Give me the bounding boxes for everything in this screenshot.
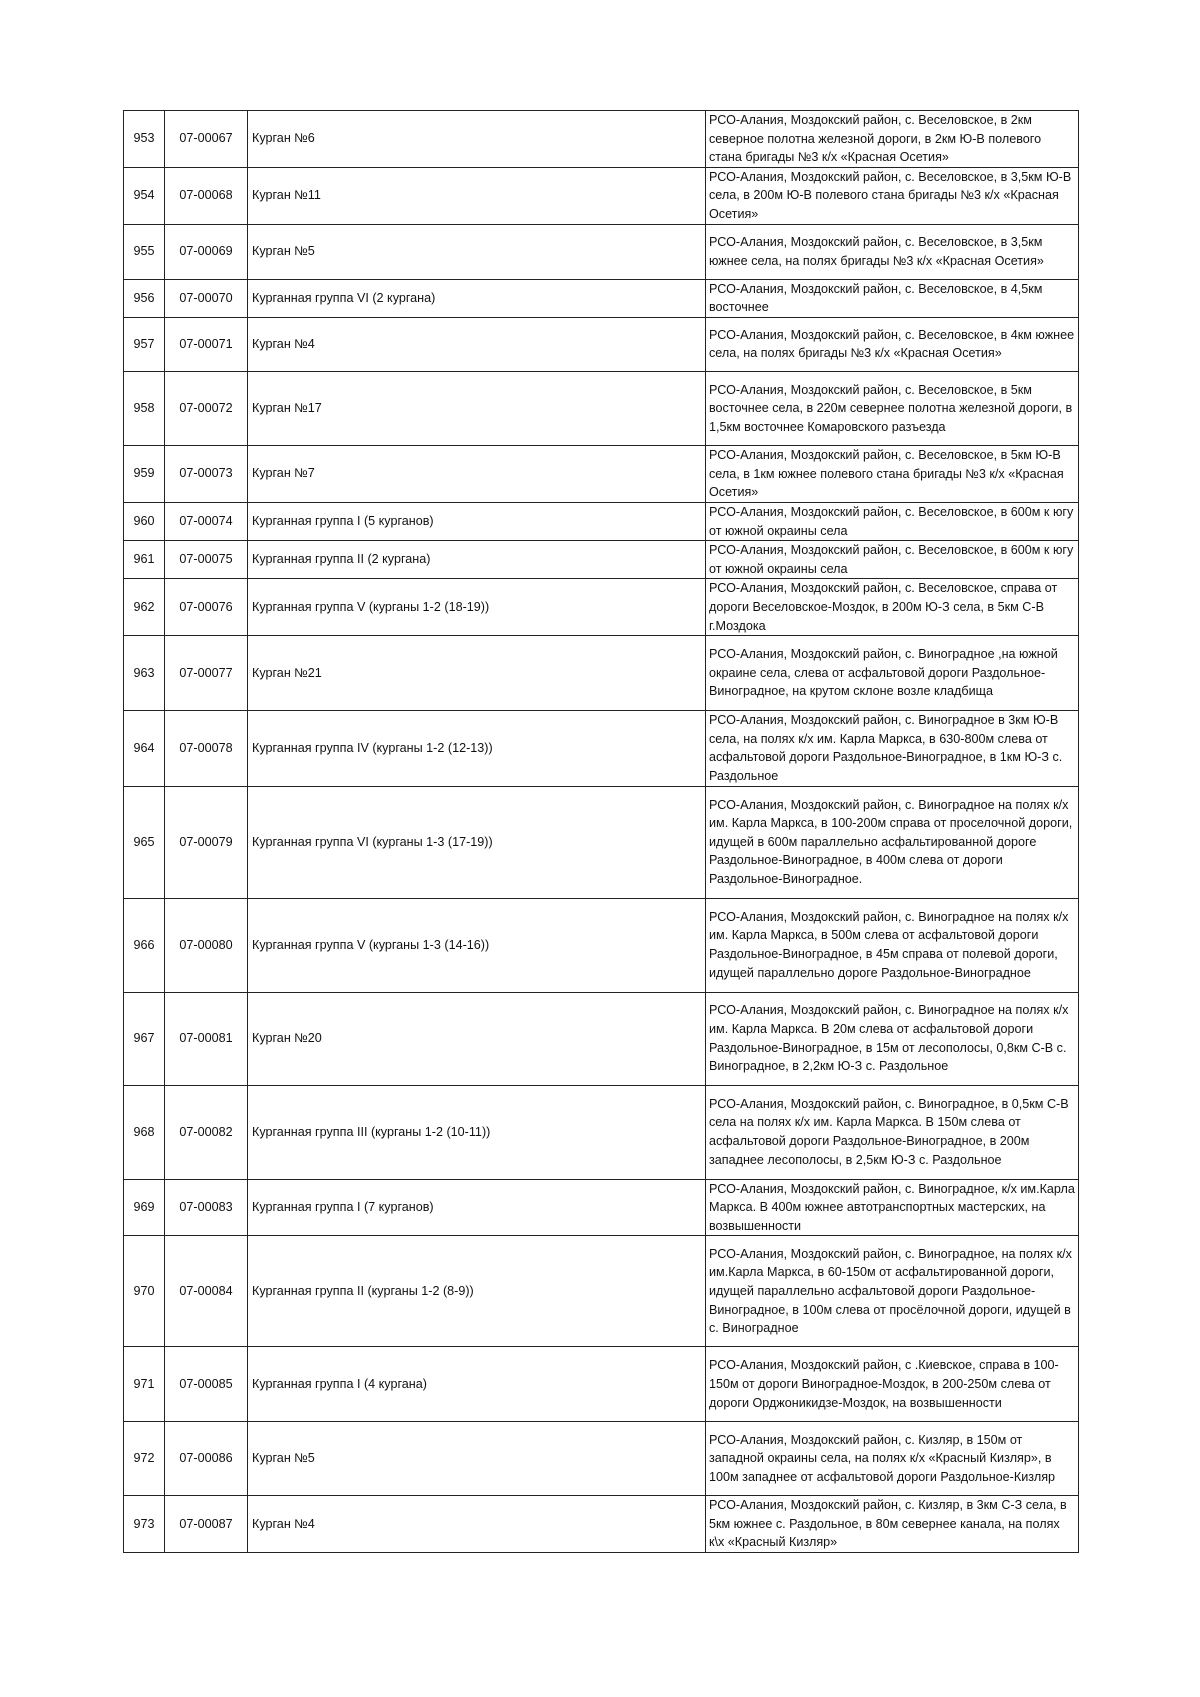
registry-code-cell: 07-00083 xyxy=(165,1179,248,1236)
row-number-cell: 954 xyxy=(124,167,165,224)
location-cell: РСО-Алания, Моздокский район, с. Веселовское, в 5км Ю-В села, в 1км южнее полевого стана бригады №3 к/х «Красная Осетия» xyxy=(706,445,1079,502)
row-number-cell: 957 xyxy=(124,317,165,371)
monument-name-cell: Курганная группа VI (2 кургана) xyxy=(248,279,706,317)
table-row xyxy=(124,1422,1079,1496)
table-row xyxy=(124,1496,1079,1553)
monument-name-cell: Курган №11 xyxy=(248,167,706,224)
row-number-cell: 961 xyxy=(124,541,165,579)
row-number-cell: 972 xyxy=(124,1422,165,1496)
table-row xyxy=(124,711,1079,786)
monument-name-cell: Курганная группа I (4 кургана) xyxy=(248,1347,706,1422)
row-number-cell: 962 xyxy=(124,579,165,636)
row-number-cell: 956 xyxy=(124,279,165,317)
monument-name-cell: Курганная группа IV (курганы 1-2 (12-13)) xyxy=(248,711,706,786)
monument-name-cell: Курганная группа III (курганы 1-2 (10-11)) xyxy=(248,1085,706,1179)
monument-name-cell: Курган №20 xyxy=(248,992,706,1085)
registry-code-cell: 07-00070 xyxy=(165,279,248,317)
registry-code-cell: 07-00085 xyxy=(165,1347,248,1422)
registry-code-cell: 07-00082 xyxy=(165,1085,248,1179)
monument-name-cell: Курганная группа VI (курганы 1-3 (17-19)) xyxy=(248,786,706,898)
registry-code-cell: 07-00080 xyxy=(165,898,248,992)
registry-code-cell: 07-00067 xyxy=(165,111,248,168)
table-row xyxy=(124,579,1079,636)
row-number-cell: 960 xyxy=(124,502,165,540)
monument-name-cell: Курган №21 xyxy=(248,636,706,711)
row-number-cell: 953 xyxy=(124,111,165,168)
table-row xyxy=(124,371,1079,445)
row-number-cell: 966 xyxy=(124,898,165,992)
location-cell: РСО-Алания, Моздокский район, с. Виноградное на полях к/х им. Карла Маркса. В 20м слева от асфальтовой дороги Раздольное-Виноградное, в 15м от лесополосы, 0,8км С-В с. Виноградное, в 2,2км Ю-З с. Раздольное xyxy=(706,992,1079,1085)
registry-code-cell: 07-00076 xyxy=(165,579,248,636)
registry-code-cell: 07-00079 xyxy=(165,786,248,898)
table-row xyxy=(124,992,1079,1085)
location-cell: РСО-Алания, Моздокский район, с. Виноградное на полях к/х им. Карла Маркса, в 500м слева от асфальтовой дороги Раздольное-Виноградное, в 45м справа от полевой дороги, идущей параллельно дороге Раздольное-Виноградное xyxy=(706,898,1079,992)
table-row xyxy=(124,502,1079,540)
row-number-cell: 973 xyxy=(124,1496,165,1553)
table-row xyxy=(124,1085,1079,1179)
location-cell: РСО-Алания, Моздокский район, с. Виноградное, к/х им.Карла Маркса. В 400м южнее автотранспортных мастерских, на возвышенности xyxy=(706,1179,1079,1236)
registry-code-cell: 07-00069 xyxy=(165,224,248,279)
monument-name-cell: Курганная группа II (курганы 1-2 (8-9)) xyxy=(248,1236,706,1347)
table-row xyxy=(124,1236,1079,1347)
location-cell: РСО-Алания, Моздокский район, с. Веселовское, в 3,5км южнее села, на полях бригады №3 к/х «Красная Осетия» xyxy=(706,224,1079,279)
location-cell: РСО-Алания, Моздокский район, с. Веселовское, в 3,5км Ю-В села, в 200м Ю-В полевого стана бригады №3 к/х «Красная Осетия» xyxy=(706,167,1079,224)
registry-code-cell: 07-00074 xyxy=(165,502,248,540)
row-number-cell: 968 xyxy=(124,1085,165,1179)
location-cell: РСО-Алания, Моздокский район, с. Виноградное ,на южной окраине села, слева от асфальтовой дороги Раздольное-Виноградное, на крутом склоне возле кладбища xyxy=(706,636,1079,711)
table-row xyxy=(124,1179,1079,1236)
location-cell: РСО-Алания, Моздокский район, с. Веселовское, в 4км южнее села, на полях бригады №3 к/х «Красная Осетия» xyxy=(706,317,1079,371)
location-cell: РСО-Алания, Моздокский район, с. Веселовское, в 4,5км восточнее xyxy=(706,279,1079,317)
registry-code-cell: 07-00077 xyxy=(165,636,248,711)
registry-code-cell: 07-00075 xyxy=(165,541,248,579)
table-row xyxy=(124,224,1079,279)
location-cell: РСО-Алания, Моздокский район, с. Кизляр, в 3км С-З села, в 5км южнее с. Раздольное, в 80м севернее канала, на полях к\х «Красный Кизляр» xyxy=(706,1496,1079,1553)
registry-code-cell: 07-00068 xyxy=(165,167,248,224)
table-row xyxy=(124,317,1079,371)
monument-name-cell: Курганная группа V (курганы 1-3 (14-16)) xyxy=(248,898,706,992)
monuments-table-page xyxy=(123,110,1079,1553)
row-number-cell: 959 xyxy=(124,445,165,502)
registry-code-cell: 07-00086 xyxy=(165,1422,248,1496)
registry-code-cell: 07-00073 xyxy=(165,445,248,502)
location-cell: РСО-Алания, Моздокский район, с .Киевское, справа в 100-150м от дороги Виноградное-Моздок, в 200-250м слева от дороги Орджоникидзе-Моздок, на возвышенности xyxy=(706,1347,1079,1422)
location-cell: РСО-Алания, Моздокский район, с. Виноградное, на полях к/х им.Карла Маркса, в 60-150м от асфальтированной дороги, идущей параллельно асфальтовой дороги Раздольное-Виноградное, в 100м слева от просёлочной дороги, идущей в с. Виноградное xyxy=(706,1236,1079,1347)
monument-name-cell: Курганная группа II (2 кургана) xyxy=(248,541,706,579)
monument-name-cell: Курган №5 xyxy=(248,1422,706,1496)
location-cell: РСО-Алания, Моздокский район, с. Веселовское, в 5км восточнее села, в 220м севернее полотна железной дороги, в 1,5км восточнее Комаровского разъезда xyxy=(706,371,1079,445)
table-row xyxy=(124,898,1079,992)
row-number-cell: 964 xyxy=(124,711,165,786)
row-number-cell: 967 xyxy=(124,992,165,1085)
monuments-table xyxy=(123,110,1079,1553)
monument-name-cell: Курганная группа V (курганы 1-2 (18-19)) xyxy=(248,579,706,636)
registry-code-cell: 07-00071 xyxy=(165,317,248,371)
monument-name-cell: Курган №4 xyxy=(248,1496,706,1553)
table-row xyxy=(124,636,1079,711)
location-cell: РСО-Алания, Моздокский район, с. Виноградное в 3км Ю-В села, на полях к/х им. Карла Маркса, в 630-800м слева от асфальтовой дороги Раздольное-Виноградное, в 1км Ю-З с. Раздольное xyxy=(706,711,1079,786)
monument-name-cell: Курганная группа I (7 курганов) xyxy=(248,1179,706,1236)
table-row xyxy=(124,279,1079,317)
table-row xyxy=(124,1347,1079,1422)
monument-name-cell: Курган №5 xyxy=(248,224,706,279)
row-number-cell: 969 xyxy=(124,1179,165,1236)
monument-name-cell: Курганная группа I (5 курганов) xyxy=(248,502,706,540)
table-row xyxy=(124,445,1079,502)
row-number-cell: 955 xyxy=(124,224,165,279)
location-cell: РСО-Алания, Моздокский район, с. Веселовское, в 600м к югу от южной окраины села xyxy=(706,502,1079,540)
row-number-cell: 958 xyxy=(124,371,165,445)
location-cell: РСО-Алания, Моздокский район, с. Кизляр, в 150м от западной окраины села, на полях к/х «Красный Кизляр», в 100м западнее от асфальтовой дороги Раздольное-Кизляр xyxy=(706,1422,1079,1496)
registry-code-cell: 07-00084 xyxy=(165,1236,248,1347)
monument-name-cell: Курган №6 xyxy=(248,111,706,168)
registry-code-cell: 07-00078 xyxy=(165,711,248,786)
location-cell: РСО-Алания, Моздокский район, с. Веселовское, справа от дороги Веселовское-Моздок, в 200м Ю-З села, в 5км С-В г.Моздока xyxy=(706,579,1079,636)
registry-code-cell: 07-00081 xyxy=(165,992,248,1085)
location-cell: РСО-Алания, Моздокский район, с. Веселовское, в 2км северное полотна железной дороги, в 2км Ю-В полевого стана бригады №3 к/х «Красная Осетия» xyxy=(706,111,1079,168)
table-row xyxy=(124,786,1079,898)
table-row xyxy=(124,541,1079,579)
table-row xyxy=(124,167,1079,224)
location-cell: РСО-Алания, Моздокский район, с. Веселовское, в 600м к югу от южной окраины села xyxy=(706,541,1079,579)
registry-code-cell: 07-00072 xyxy=(165,371,248,445)
row-number-cell: 963 xyxy=(124,636,165,711)
location-cell: РСО-Алания, Моздокский район, с. Виноградное, в 0,5км С-В села на полях к/х им. Карла Маркса. В 150м слева от асфальтовой дороги Раздольное-Виноградное, в 200м западнее лесополосы, в 2,5км Ю-З с. Раздольное xyxy=(706,1085,1079,1179)
location-cell: РСО-Алания, Моздокский район, с. Виноградное на полях к/х им. Карла Маркса, в 100-200м справа от проселочной дороги, идущей в 600м параллельно асфальтированной дороге Раздольное-Виноградное, в 400м слева от дороги Раздольное-Виноградное. xyxy=(706,786,1079,898)
row-number-cell: 965 xyxy=(124,786,165,898)
row-number-cell: 971 xyxy=(124,1347,165,1422)
monument-name-cell: Курган №17 xyxy=(248,371,706,445)
row-number-cell: 970 xyxy=(124,1236,165,1347)
monument-name-cell: Курган №4 xyxy=(248,317,706,371)
table-row xyxy=(124,111,1079,168)
registry-code-cell: 07-00087 xyxy=(165,1496,248,1553)
monument-name-cell: Курган №7 xyxy=(248,445,706,502)
